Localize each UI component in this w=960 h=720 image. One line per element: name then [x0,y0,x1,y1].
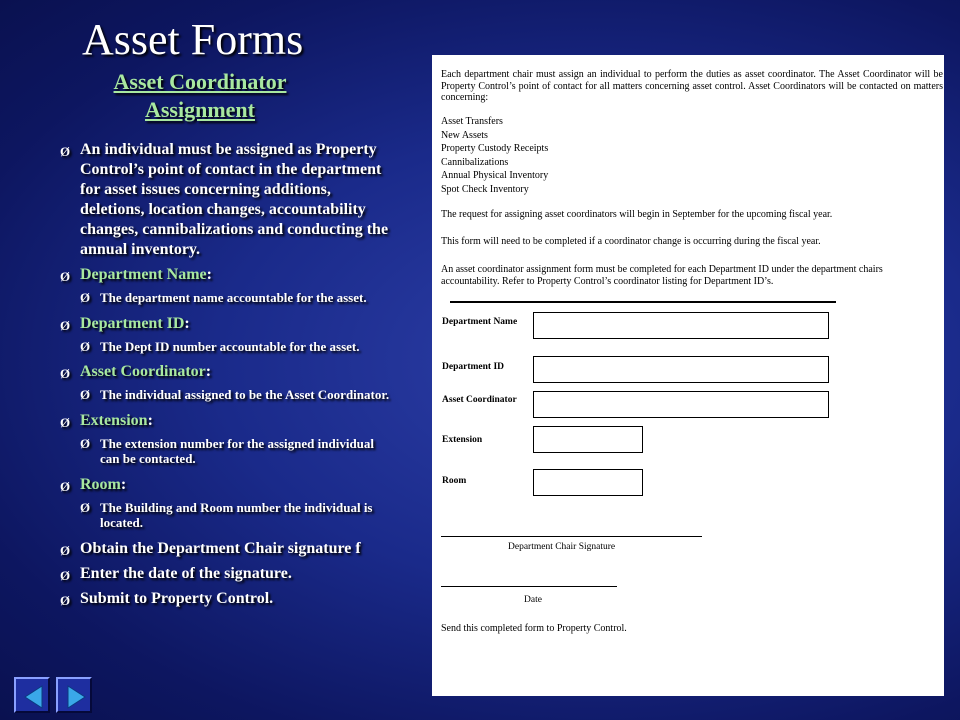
department-name-label: Department Name [442,317,518,327]
sub-bullet-text: The Building and Room number the individual is located. [100,499,373,530]
asset-coordinator-form-image [432,55,944,696]
matters-list-item: Spot Check Inventory [441,183,529,195]
form-september-text: The request for assigning asset coordinators will begin in September for the upcoming fiscal year. [441,209,833,220]
form-change-text: This form will need to be completed if a coordinator change is occurring during the fiscal year. [441,236,821,247]
sub-bullet-item [80,290,390,306]
arrow-bullet-icon: Ø [60,478,71,494]
arrow-bullet-icon: Ø [60,269,71,284]
field-suffix: : [120,475,127,493]
left-arrow-icon [20,683,48,711]
bullet-text: Enter the date of the signature. [80,564,292,582]
sub-bullet-item [80,500,390,531]
slide-title: Asset Forms [82,15,304,64]
bullet-text: An individual must be assigned as Property Control’s point of contact in the department for asset issues concerning additions, deletions, location changes, accountability changes, cannibalizations and conducting the annual inventory. [80,141,389,258]
asset-coordinator-box [533,391,829,418]
department-id-box [533,356,829,383]
sub-bullet-item [80,387,390,403]
arrow-bullet-icon: Ø [60,414,71,430]
matters-list-item: New Assets [441,129,488,141]
bullet-text: Submit to Property Control. [80,589,274,607]
right-arrow-icon [62,683,90,711]
matters-list-item: Property Custody Receipts [441,143,549,154]
bullet-item [60,475,390,495]
matters-list-item: Cannibalizations [441,156,509,168]
next-slide-button[interactable] [56,677,92,713]
arrow-bullet-icon: Ø [80,338,91,354]
field-name: Room [80,475,121,493]
bullet-item [60,362,390,382]
bullet-item [60,265,390,285]
arrow-bullet-icon: Ø [60,366,71,381]
arrow-bullet-icon: Ø [80,435,91,451]
matters-list-item: Annual Physical Inventory [441,170,549,181]
field-name: Asset Coordinator [80,363,206,380]
slide-subtitle: Asset Coordinator Assignment [113,69,287,122]
field-suffix: : [147,411,153,429]
arrow-bullet-icon: Ø [60,567,71,583]
arrow-bullet-icon: Ø [60,592,71,608]
bullet-list [60,140,390,614]
bullet-item [60,539,390,559]
date-line [441,586,617,587]
bullet-item [60,411,390,431]
chair-signature-line [441,536,702,537]
arrow-bullet-icon: Ø [60,144,71,159]
room-box [533,469,643,496]
bullet-item [60,564,390,584]
field-name: Department Name [80,266,207,283]
sub-bullet-text: The individual assigned to be the Asset Coordinator. [100,387,390,402]
sub-bullet-text: The department name accountable for the asset. [100,290,367,305]
form-footer-text: Send this completed form to Property Control. [441,623,627,634]
bullet-item [60,314,390,334]
sub-bullet-item [80,436,390,467]
date-label: Date [524,595,542,605]
form-each-department-text: An asset coordinator assignment form must be completed for each Department ID under the department chairs accountability. Refer to Property Control’s coordinator listing for Department ID’s. [441,264,883,287]
sub-bullet-text: The extension number for the assigned individual can be contacted. [100,435,375,466]
field-name: Extension [80,411,148,429]
bullet-item [60,140,390,260]
form-intro-text: Each department chair must assign an individual to perform the duties as asset coordinator. The Asset Coordinator will be Property Control’s point of contact for all matters concerning asset control. Asset Coordinators will be contacted on matters concerning: [441,69,943,103]
field-suffix: : [206,266,212,283]
field-name: Department ID [80,314,185,332]
matters-list [441,115,943,196]
arrow-bullet-icon: Ø [60,542,71,558]
extension-box [533,426,643,453]
arrow-bullet-icon: Ø [60,317,71,333]
extension-label: Extension [442,435,483,445]
matters-list-item: Asset Transfers [441,116,503,127]
department-name-box [533,312,829,339]
bullet-text: Obtain the Department Chair signature f [80,539,361,557]
field-suffix: : [184,314,190,332]
field-suffix: : [205,363,212,380]
form-divider [450,301,836,303]
asset-coordinator-label: Asset Coordinator [442,395,517,405]
department-id-label: Department ID [442,362,505,372]
sub-bullet-text: The Dept ID number accountable for the asset. [100,338,360,354]
room-label: Room [442,476,467,486]
sub-bullet-item [80,339,390,355]
bullet-item [60,589,390,609]
previous-slide-button[interactable] [14,677,50,713]
arrow-bullet-icon: Ø [80,499,91,515]
chair-signature-label: Department Chair Signature [508,542,616,552]
arrow-bullet-icon: Ø [80,290,91,305]
arrow-bullet-icon: Ø [80,387,91,402]
